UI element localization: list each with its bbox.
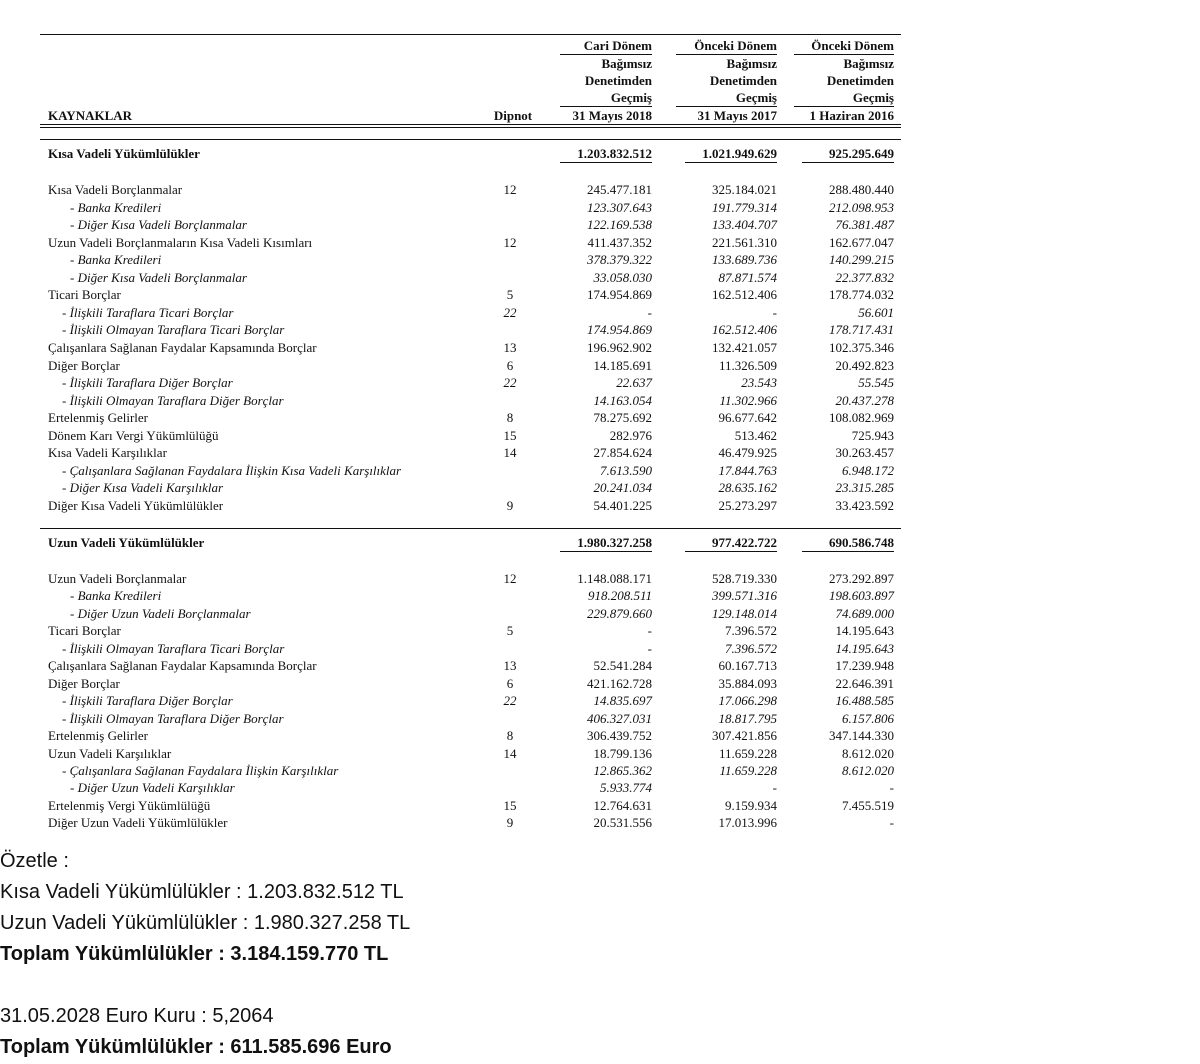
table-row (40, 710, 901, 728)
row-value: - (889, 780, 894, 796)
row-value: 7.455.519 (842, 797, 894, 813)
row-label: Kısa Vadeli Karşılıklar (48, 445, 167, 461)
row-note: 9 (506, 815, 514, 831)
row-value: 162.512.406 (712, 322, 777, 338)
row-value: 245.477.181 (587, 182, 652, 197)
summary-block (0, 846, 700, 1063)
row-value: 307.421.856 (712, 728, 777, 744)
row-note: 13 (503, 658, 517, 674)
row-value: 178.774.032 (829, 287, 894, 303)
row-value: 14.195.643 (835, 623, 894, 639)
table-row (40, 779, 901, 797)
row-value: 78.275.692 (593, 410, 652, 426)
row-value: 28.635.162 (718, 480, 777, 496)
row-label: Kısa Vadeli Borçlanmalar (48, 182, 183, 197)
summary-short-term: Kısa Vadeli Yükümlülükler : 1.203.832.512 TL (0, 881, 404, 903)
row-value: 11.659.228 (718, 745, 777, 761)
row-label: Ertelenmiş Gelirler (48, 728, 148, 744)
row-value: 18.817.795 (718, 710, 777, 726)
row-value: 196.962.902 (587, 339, 652, 355)
row-note: 14 (503, 745, 517, 761)
section-total-value: 1.980.327.258 (560, 534, 652, 552)
column-header-title: Önceki Dönem (794, 37, 894, 55)
table-row (40, 392, 901, 410)
row-value: 198.603.897 (829, 588, 894, 604)
section-total-value: 1.021.949.629 (685, 145, 777, 163)
row-note: 5 (506, 623, 514, 639)
row-note: 22 (503, 693, 517, 709)
row-label: Çalışanlara Sağlanan Faydalar Kapsamında Borçlar (48, 658, 317, 674)
row-value: 221.561.310 (712, 234, 777, 250)
row-value: 212.098.953 (829, 199, 894, 215)
row-value: 122.169.538 (587, 217, 652, 233)
row-value: 17.066.298 (718, 693, 777, 709)
table-row (40, 234, 901, 252)
row-label: Uzun Vadeli Karşılıklar (48, 745, 172, 761)
row-value: - (647, 640, 652, 656)
date-2017: 31 Mayıs 2017 (697, 108, 777, 123)
row-note: 6 (506, 357, 514, 373)
row-value: 325.184.021 (712, 182, 777, 197)
row-value: 25.273.297 (718, 497, 777, 513)
row-value: 14.195.643 (835, 640, 894, 656)
row-value: 20.437.278 (835, 392, 894, 408)
dipnot-label: Dipnot (493, 108, 533, 123)
column-header-prior-2016 (794, 37, 894, 107)
row-label: Diğer Uzun Vadeli Yükümlülükler (48, 815, 228, 831)
table-row (40, 444, 901, 462)
table-row (40, 216, 901, 234)
row-label: - İlişkili Taraflara Diğer Borçlar (62, 375, 233, 391)
row-value: 174.954.869 (587, 287, 652, 303)
row-value: 421.162.728 (587, 675, 652, 691)
row-value: 282.976 (609, 427, 652, 443)
row-note: 8 (506, 410, 514, 426)
row-value: 12.764.631 (593, 797, 652, 813)
row-value: 20.531.556 (593, 815, 652, 831)
row-label: Ertelenmiş Vergi Yükümlülüğü (48, 797, 211, 813)
row-value: 7.396.572 (725, 640, 777, 656)
row-label: - İlişkili Taraflara Diğer Borçlar (62, 693, 233, 709)
summary-total-tl: Toplam Yükümlülükler : 3.184.159.770 TL (0, 943, 389, 965)
row-value: 129.148.014 (712, 605, 777, 621)
long_term-top-rule (40, 528, 901, 529)
column-header-prior-2017 (676, 37, 777, 107)
row-value: 96.677.642 (718, 410, 777, 426)
column-header-line: Bağımsız (601, 56, 652, 71)
table-row (40, 357, 901, 375)
row-value: 12.865.362 (593, 762, 652, 778)
row-value: 56.601 (858, 304, 894, 320)
row-value: 174.954.869 (587, 322, 652, 338)
column-header-line: Geçmiş (560, 89, 652, 107)
row-label: Ticari Borçlar (48, 287, 121, 303)
section-total-value: 977.422.722 (685, 534, 777, 552)
row-value: 6.948.172 (842, 462, 894, 478)
row-value: 406.327.031 (587, 710, 652, 726)
table-row (40, 797, 901, 815)
row-label: - İlişkili Olmayan Taraflara Diğer Borçlar (62, 710, 284, 726)
row-value: 14.185.691 (593, 357, 652, 373)
row-value: 23.543 (741, 375, 777, 391)
row-value: 378.379.322 (587, 252, 652, 268)
row-label: Dönem Karı Vergi Yükümlülüğü (48, 427, 219, 443)
row-value: 87.871.574 (718, 269, 777, 285)
row-value: 162.677.047 (829, 234, 894, 250)
row-note: 14 (503, 445, 517, 461)
table-row (40, 339, 901, 357)
row-value: 54.401.225 (593, 497, 652, 513)
row-note: 9 (506, 497, 514, 513)
row-value: 140.299.215 (829, 252, 894, 268)
row-label: - Diğer Kısa Vadeli Borçlanmalar (70, 217, 247, 233)
summary-total-euro: Toplam Yükümlülükler : 611.585.696 Euro (0, 1036, 392, 1058)
row-label: Çalışanlara Sağlanan Faydalar Kapsamında Borçlar (48, 339, 317, 355)
row-label: - Çalışanlara Sağlanan Faydalara İlişkin Kısa Vadeli Karşılıklar (62, 462, 402, 478)
row-label: - İlişkili Olmayan Taraflara Ticari Borçlar (62, 322, 285, 338)
row-value: 102.375.346 (829, 339, 894, 355)
row-note: 5 (506, 287, 514, 303)
row-value: 288.480.440 (829, 182, 894, 197)
row-value: 9.159.934 (725, 797, 777, 813)
header-bottom-rule (40, 124, 901, 125)
table-row (40, 605, 901, 623)
table-row (40, 286, 901, 304)
section-total-value: 1.203.832.512 (560, 145, 652, 163)
column-header-line: Geçmiş (794, 89, 894, 107)
row-note: 22 (503, 375, 517, 391)
long_term-total-row (40, 534, 901, 552)
row-label: Diğer Borçlar (48, 357, 120, 373)
row-value: 33.058.030 (593, 269, 652, 285)
row-value: 14.163.054 (593, 392, 652, 408)
table-row (40, 199, 901, 217)
row-value: 17.013.996 (718, 815, 777, 831)
table-row (40, 675, 901, 693)
row-value: 22.637 (616, 375, 652, 391)
row-value: 725.943 (851, 427, 894, 443)
section-total-value: 690.586.748 (802, 534, 894, 552)
row-label: Diğer Borçlar (48, 675, 120, 691)
row-label: - İlişkili Olmayan Taraflara Diğer Borçlar (62, 392, 284, 408)
row-value: 74.689.000 (835, 605, 894, 621)
row-value: 11.326.509 (718, 357, 777, 373)
row-value: 347.144.330 (829, 728, 894, 744)
row-label: - Diğer Kısa Vadeli Karşılıklar (62, 480, 224, 496)
row-label: - Diğer Kısa Vadeli Borçlanmalar (70, 269, 247, 285)
table-row (40, 479, 901, 497)
kaynaklar-label: KAYNAKLAR (48, 108, 133, 123)
column-header-line: Denetimden (584, 73, 652, 88)
table-row (40, 251, 901, 269)
section-title: Uzun Vadeli Yükümlülükler (48, 535, 205, 550)
column-header-line: Bağımsız (726, 56, 777, 71)
row-label: - Diğer Uzun Vadeli Karşılıklar (70, 780, 235, 796)
row-value: 6.157.806 (842, 710, 894, 726)
summary-euro-rate: 31.05.2028 Euro Kuru : 5,2064 (0, 1005, 274, 1027)
row-value: 133.404.707 (712, 217, 777, 233)
table-row (40, 570, 901, 588)
row-value: 918.208.511 (587, 588, 652, 604)
row-value: 16.488.585 (835, 693, 894, 709)
row-value: 52.541.284 (593, 658, 652, 674)
row-value: 20.241.034 (593, 480, 652, 496)
column-header-line: Bağımsız (843, 56, 894, 71)
row-label: - İlişkili Olmayan Taraflara Ticari Borçlar (62, 640, 285, 656)
row-value: 60.167.713 (718, 658, 777, 674)
row-value: 133.689.736 (712, 252, 777, 268)
row-value: 46.479.925 (718, 445, 777, 461)
row-label: Uzun Vadeli Borçlanmalar (48, 571, 187, 586)
row-value: - (772, 780, 777, 796)
row-note: 12 (503, 234, 517, 250)
row-value: 513.462 (734, 427, 777, 443)
table-row (40, 409, 901, 427)
table-row (40, 427, 901, 445)
row-value: 35.884.093 (718, 675, 777, 691)
table-row (40, 269, 901, 287)
table-row (40, 814, 901, 832)
table-row (40, 762, 901, 780)
table-row (40, 727, 901, 745)
table-row (40, 657, 901, 675)
table-row (40, 745, 901, 763)
row-note: 12 (503, 182, 517, 197)
row-value: - (889, 815, 894, 831)
row-value: 33.423.592 (835, 497, 894, 513)
row-value: 1.148.088.171 (577, 571, 652, 586)
row-value: 108.082.969 (829, 410, 894, 426)
row-label: - Banka Kredileri (70, 252, 162, 268)
column-header-title: Cari Dönem (560, 37, 652, 55)
row-label: Uzun Vadeli Borçlanmaların Kısa Vadeli Kısımları (48, 234, 313, 250)
table-row (40, 622, 901, 640)
row-label: - Diğer Uzun Vadeli Borçlanmalar (70, 605, 251, 621)
row-value: 23.315.285 (835, 480, 894, 496)
row-value: - (772, 304, 777, 320)
row-value: 7.396.572 (725, 623, 777, 639)
section-title: Kısa Vadeli Yükümlülükler (48, 146, 200, 161)
row-value: 178.717.431 (829, 322, 894, 338)
row-label: Ticari Borçlar (48, 623, 121, 639)
kaynaklar-header-row (40, 107, 901, 125)
row-note: 22 (503, 304, 517, 320)
row-value: 191.779.314 (712, 199, 777, 215)
column-header-line: Denetimden (826, 73, 894, 88)
summary-long-term: Uzun Vadeli Yükümlülükler : 1.980.327.258 TL (0, 912, 411, 934)
row-value: 411.437.352 (587, 234, 652, 250)
header-bottom-rule-2 (40, 127, 901, 128)
row-value: 162.512.406 (712, 287, 777, 303)
row-value: 229.879.660 (587, 605, 652, 621)
row-value: 273.292.897 (829, 571, 894, 586)
column-header-line: Denetimden (709, 73, 777, 88)
table-row (40, 587, 901, 605)
row-value: - (647, 304, 652, 320)
row-note: 8 (506, 728, 514, 744)
row-value: 11.302.966 (719, 392, 777, 408)
row-value: 14.835.697 (593, 693, 652, 709)
row-value: 8.612.020 (842, 762, 894, 778)
row-value: 18.799.136 (593, 745, 652, 761)
row-note: 15 (503, 797, 517, 813)
short_term-top-rule (40, 139, 901, 140)
row-label: Ertelenmiş Gelirler (48, 410, 148, 426)
row-note: 6 (506, 675, 514, 691)
date-2016: 1 Haziran 2016 (809, 108, 894, 123)
row-value: 76.381.487 (835, 217, 894, 233)
row-label: - Banka Kredileri (70, 588, 162, 604)
row-value: 306.439.752 (587, 728, 652, 744)
date-current: 31 Mayıs 2018 (572, 108, 652, 123)
row-value: 27.854.624 (593, 445, 652, 461)
table-row (40, 321, 901, 339)
table-row (40, 497, 901, 515)
column-header-current (560, 37, 652, 107)
column-header-line: Geçmiş (676, 89, 777, 107)
table-row (40, 181, 901, 199)
row-value: 55.545 (858, 375, 894, 391)
row-value: 123.307.643 (587, 199, 652, 215)
row-note: 12 (503, 571, 517, 586)
row-value: 22.377.832 (835, 269, 894, 285)
row-value: 5.933.774 (600, 780, 652, 796)
row-value: 22.646.391 (835, 675, 894, 691)
row-value: 8.612.020 (842, 745, 894, 761)
row-value: 11.659.228 (719, 762, 777, 778)
row-label: - Banka Kredileri (70, 199, 162, 215)
row-value: 17.239.948 (835, 658, 894, 674)
table-row (40, 462, 901, 480)
row-value: 132.421.057 (712, 339, 777, 355)
row-value: 399.571.316 (712, 588, 777, 604)
table-row (40, 640, 901, 658)
row-value: 20.492.823 (835, 357, 894, 373)
row-value: 30.263.457 (835, 445, 894, 461)
short_term-total-row (40, 145, 901, 163)
row-note: 13 (503, 339, 517, 355)
row-value: 7.613.590 (600, 462, 652, 478)
row-value: 528.719.330 (712, 571, 777, 586)
row-note: 15 (503, 427, 517, 443)
table-row (40, 304, 901, 322)
summary-heading: Özetle : (0, 850, 69, 872)
section-total-value: 925.295.649 (802, 145, 894, 163)
table-row (40, 374, 901, 392)
row-value: - (647, 623, 652, 639)
row-label: Diğer Kısa Vadeli Yükümlülükler (48, 497, 224, 513)
column-header-title: Önceki Dönem (676, 37, 777, 55)
row-label: - Çalışanlara Sağlanan Faydalara İlişkin Karşılıklar (62, 762, 339, 778)
row-label: - İlişkili Taraflara Ticari Borçlar (62, 304, 234, 320)
table-row (40, 692, 901, 710)
row-value: 17.844.763 (718, 462, 777, 478)
